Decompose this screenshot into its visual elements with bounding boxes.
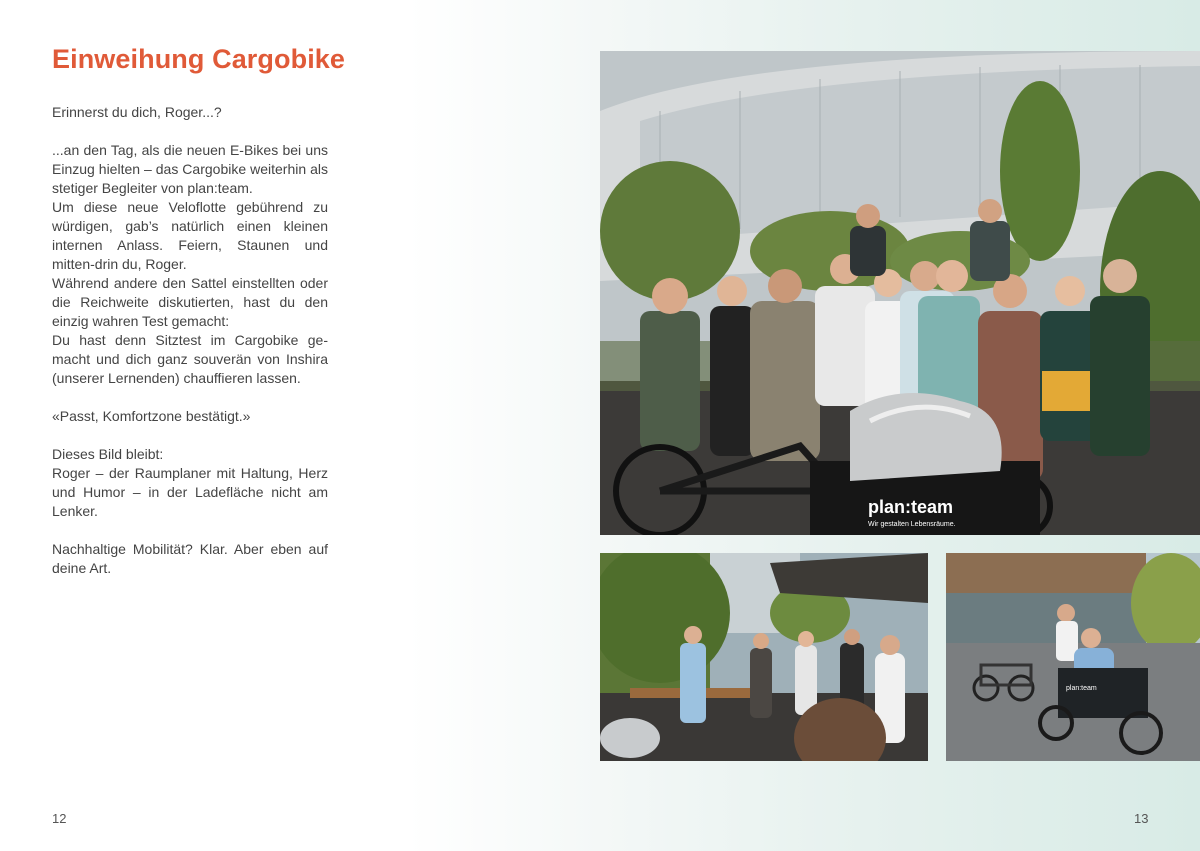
paragraph-intro: Erinnerst du dich, Roger...?	[52, 104, 222, 120]
page-title: Einweihung Cargobike	[52, 44, 346, 74]
paragraph-4: Während andere den Sattel einstellten oder die Reichweite diskutierten, hast du den einzig wahren Test gemacht:	[52, 275, 328, 329]
event-photo-gathering	[600, 553, 928, 761]
paragraph-closing: Nachhaltige Mobilität? Klar. Aber eben auf deine Art.	[52, 541, 328, 576]
cargo-tagline-label: Wir gestalten Lebensräume.	[868, 521, 956, 528]
event-photo-cargobike-ride	[946, 553, 1200, 761]
paragraph-2: ...an den Tag, als die neuen E-Bikes bei uns Einzug hielten – das Cargobike weiterhin als stetiger Begleiter von plan:team.	[52, 142, 328, 196]
group-photo	[600, 51, 1200, 535]
cargo-brand-label: plan:team	[868, 497, 954, 517]
article-body	[52, 103, 328, 578]
paragraph-5: Du hast denn Sitztest im Cargobike ge-macht und dich ganz souverän von Inshira (unserer Lernenden) chauffieren lassen.	[52, 332, 328, 386]
paragraph-7: Dieses Bild bleibt:	[52, 446, 164, 462]
paragraph-quote: «Passt, Komfortzone bestätigt.»	[52, 408, 251, 424]
paragraph-8: Roger – der Raumplaner mit Haltung, Herz und Humor – in der Ladefläche nicht am Lenker.	[52, 465, 328, 519]
page-number-left: 12	[52, 811, 67, 826]
page-number-right: 13	[1134, 811, 1149, 826]
paragraph-3: Um diese neue Veloflotte gebührend zu würdigen, gab’s natürlich einen kleinen internen Anlass. Feiern, Staunen und mitten-drin du, Roger.	[52, 199, 328, 272]
small-cargo-brand-label: plan:team	[1066, 685, 1097, 692]
